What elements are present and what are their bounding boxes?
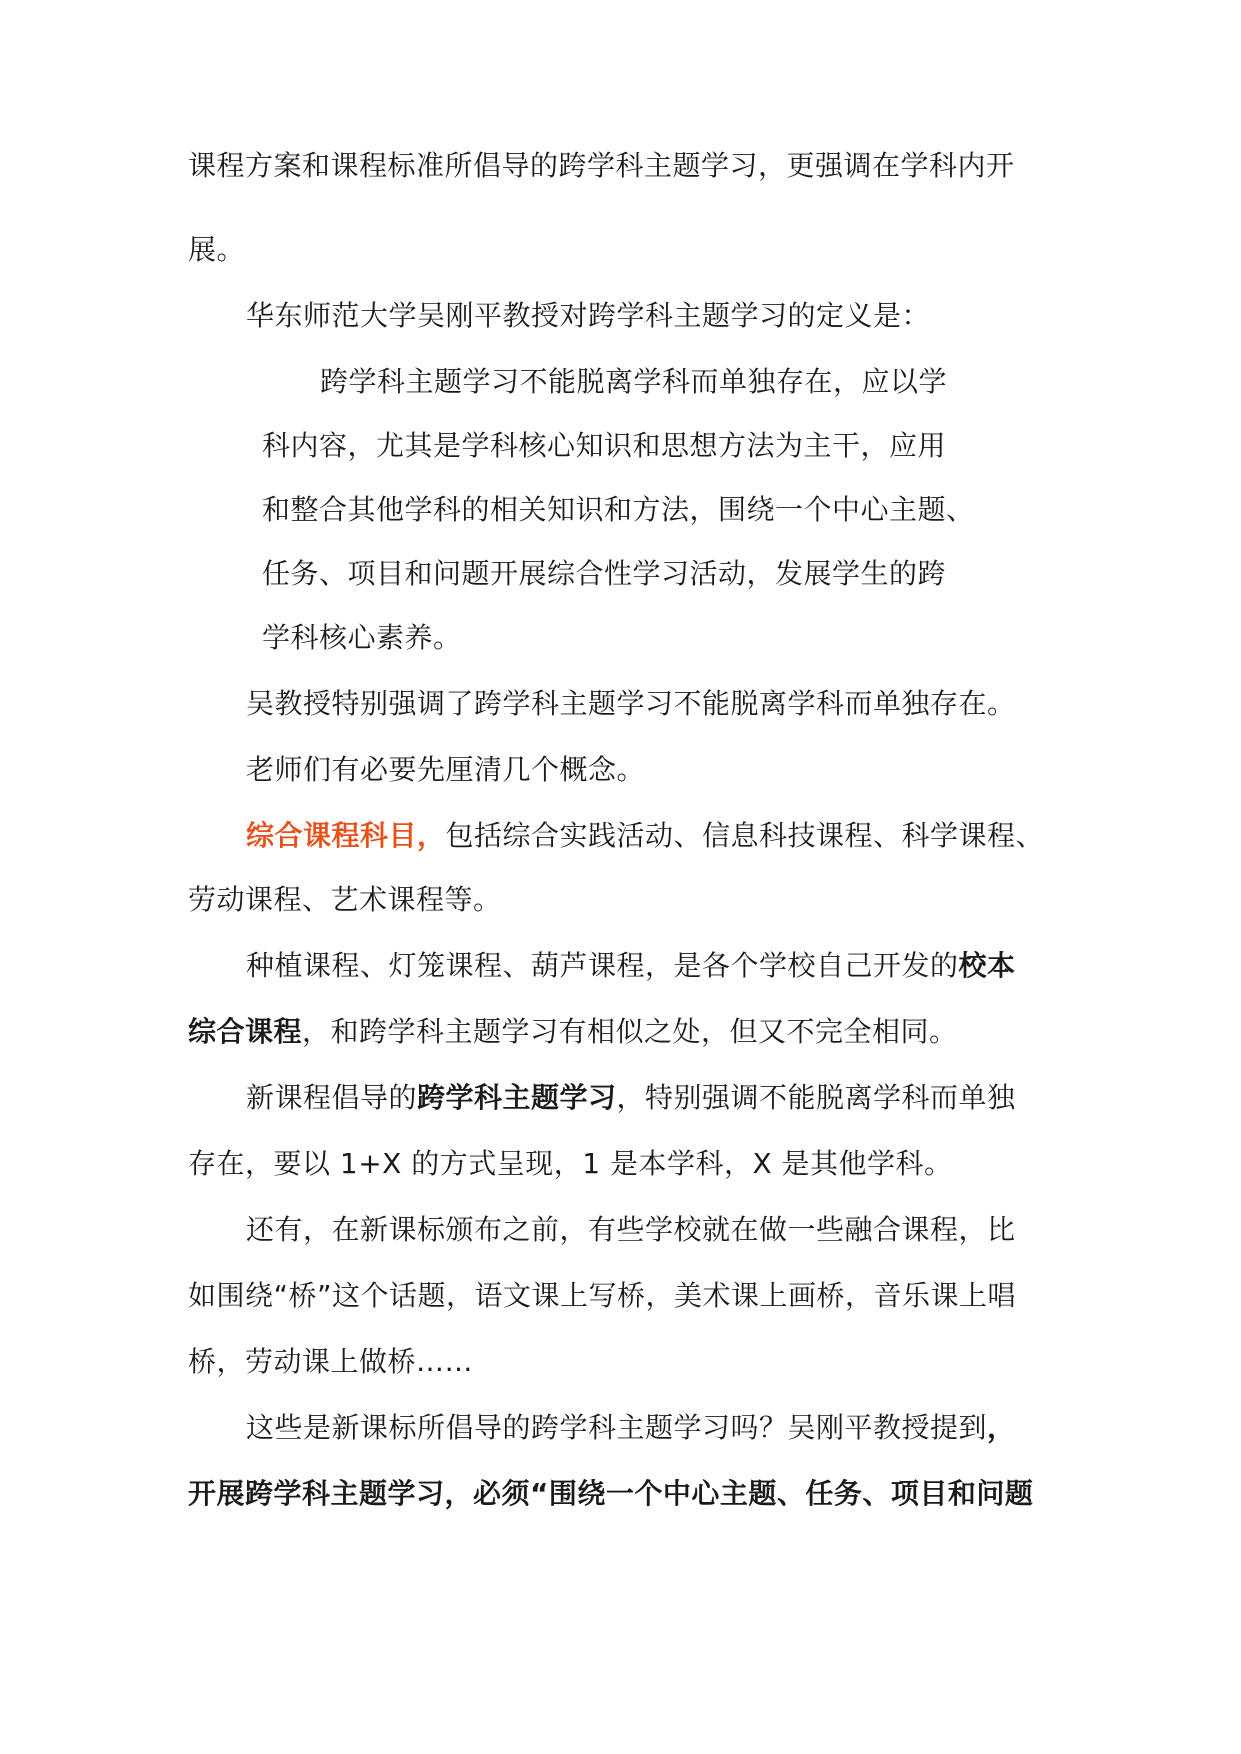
paragraph-line: 老师们有必要先厘清几个概念。 <box>246 753 646 786</box>
bold-term: 跨学科主题学习 <box>417 1081 617 1114</box>
quote-line: 和整合其他学科的相关知识和方法，围绕一个中心主题、 <box>262 493 975 526</box>
paragraph-line: 还有，在新课标颁布之前，有些学校就在做一些融合课程，比 <box>246 1213 1016 1246</box>
text-run: 种植课程、灯笼课程、葫芦课程，是各个学校自己开发的 <box>246 949 959 982</box>
paragraph-line <box>246 816 1044 856</box>
text-run: ，和跨学科主题学习有相似之处，但又不完全相同。 <box>302 1015 958 1048</box>
text-run: ，特别强调不能脱离学科而单独 <box>616 1081 1016 1114</box>
paragraph-line: 课程方案和课程标准所倡导的跨学科主题学习，更强调在学科内开 <box>188 149 1015 182</box>
quote-line: 跨学科主题学习不能脱离学科而单独存在，应以学 <box>320 365 948 398</box>
paragraph-line: 吴教授特别强调了跨学科主题学习不能脱离学科而单独存在。 <box>246 687 1016 720</box>
bold-term: 校本 <box>958 949 1016 982</box>
paragraph-line <box>246 946 1016 986</box>
text-run: 这些是新课标所倡导的跨学科主题学习吗？吴刚平教授提到 <box>246 1411 988 1444</box>
text-run: 新课程倡导的 <box>246 1081 418 1114</box>
paragraph-line <box>188 1012 958 1052</box>
bold-term: 综合课程 <box>188 1015 303 1048</box>
paragraph-line: 劳动课程、艺术课程等。 <box>188 883 502 916</box>
paragraph-line: 桥，劳动课上做桥…… <box>188 1345 474 1378</box>
paragraph-line: 华东师范大学吴刚平教授对跨学科主题学习的定义是： <box>246 299 931 332</box>
highlighted-term: 综合课程科目， <box>246 819 446 852</box>
paragraph-line: 开展跨学科主题学习，必须“围绕一个中心主题、任务、项目和问题 <box>188 1477 1034 1510</box>
paragraph-line: 如围绕“桥”这个话题，语文课上写桥，美术课上画桥，音乐课上唱 <box>188 1279 1017 1312</box>
text-run: 包括综合实践活动、信息科技课程、科学课程、 <box>445 819 1045 852</box>
bold-term: ， <box>987 1411 1016 1444</box>
paragraph-line: 存在，要以 1+X 的方式呈现，1 是本学科，X 是其他学科。 <box>188 1147 953 1180</box>
paragraph-line <box>246 1408 1016 1448</box>
quote-line: 学科核心素养。 <box>262 621 462 654</box>
paragraph-line: 展。 <box>188 233 246 266</box>
quote-line: 任务、项目和问题开展综合性学习活动，发展学生的跨 <box>262 557 947 590</box>
quote-line: 科内容，尤其是学科核心知识和思想方法为主干，应用 <box>262 429 947 462</box>
paragraph-line <box>246 1078 1016 1118</box>
